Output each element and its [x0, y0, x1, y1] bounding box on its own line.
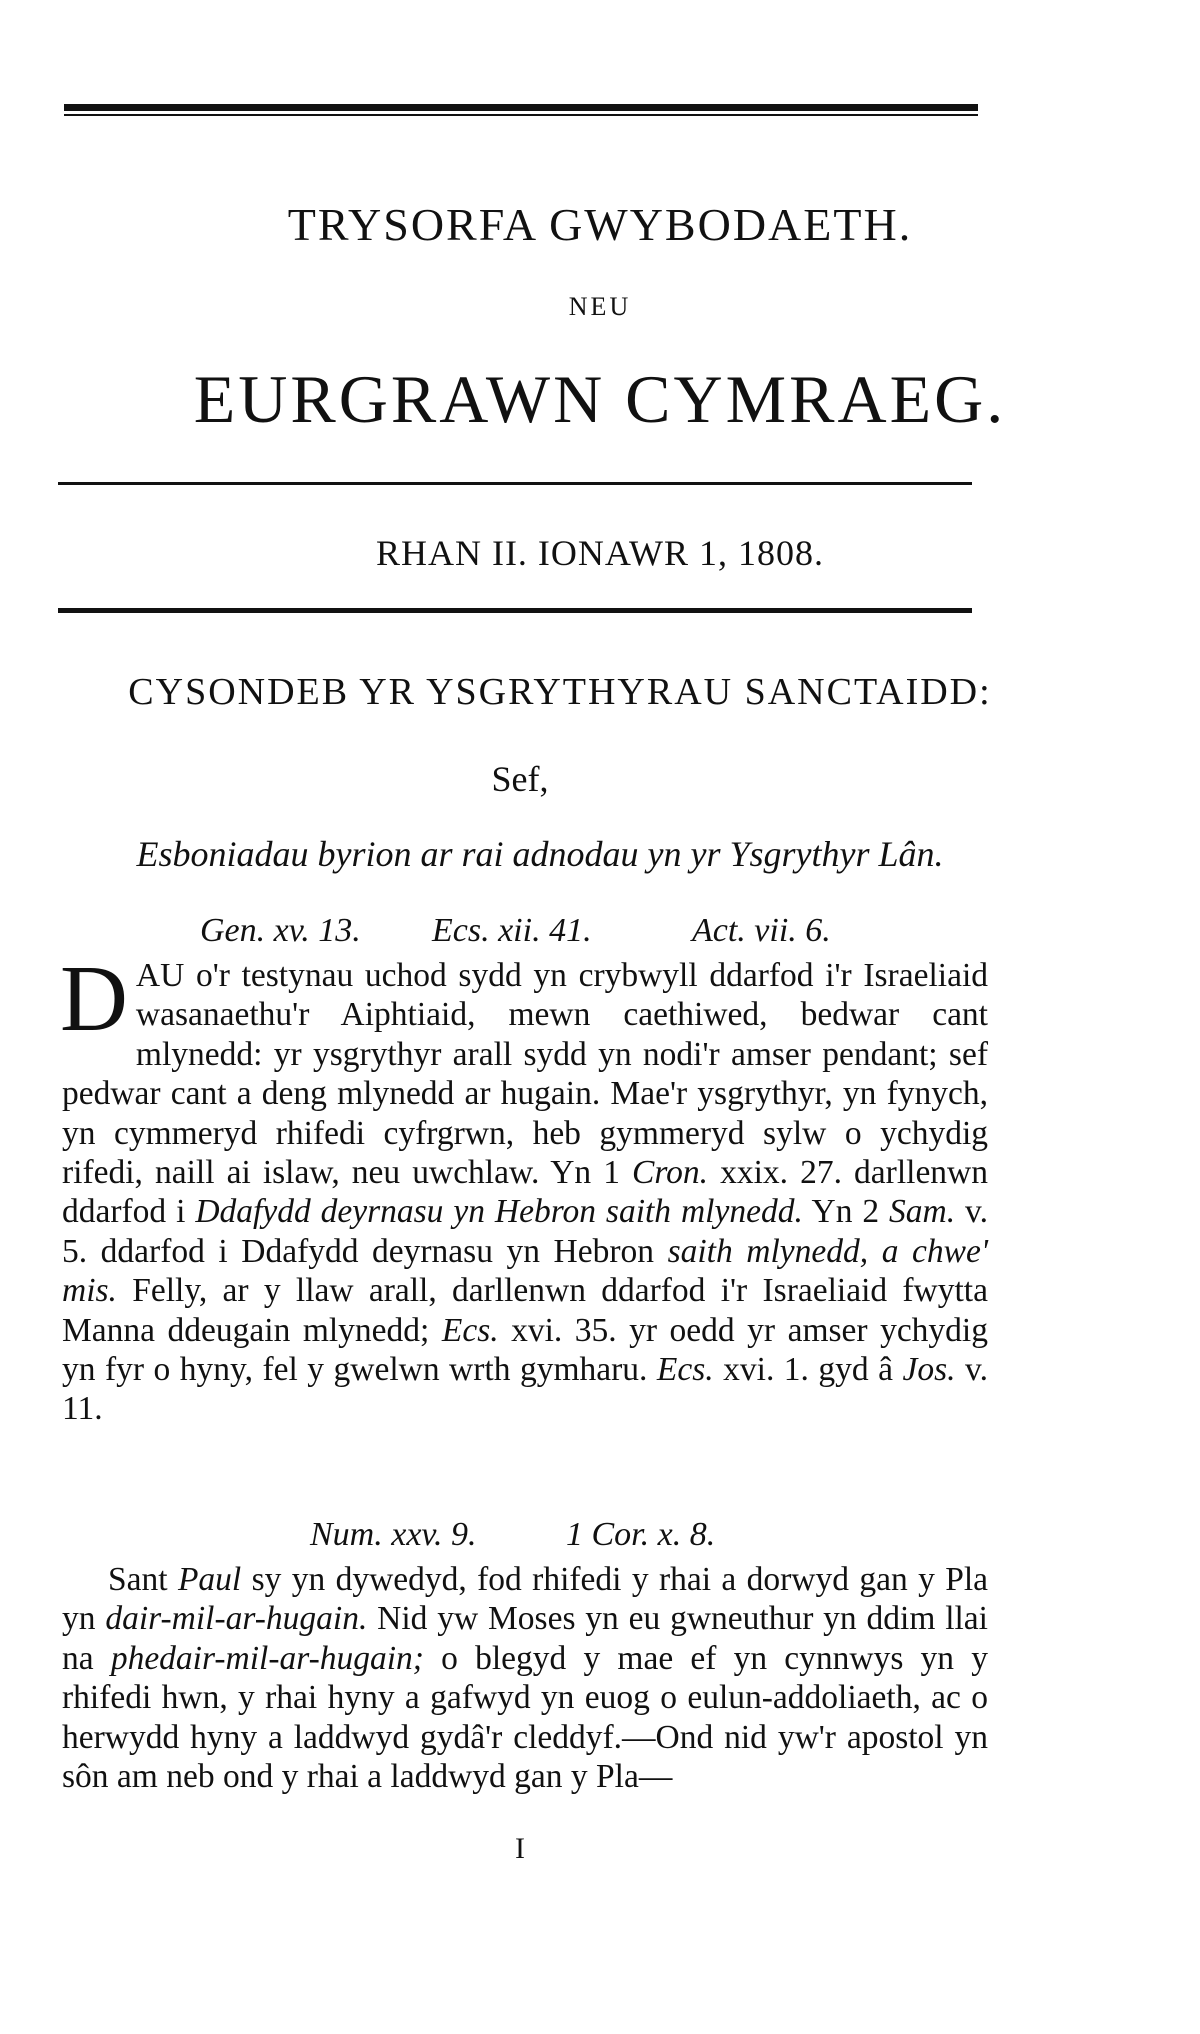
issue-line: RHAN II. IONAWR 1, 1808. — [375, 533, 825, 573]
top-rule-under — [64, 114, 978, 116]
title-conjunction: NEU — [568, 292, 632, 321]
article-heading: CYSONDEB YR YSGRYTHYRAU SANCTAIDD: — [128, 671, 992, 713]
journal-title: TRYSORFA GWYBODAETH. — [287, 199, 913, 250]
rule-below-issue — [58, 608, 972, 613]
article-sef: Sef, — [491, 759, 549, 799]
ref-cor: 1 Cor. x. 8. — [566, 1516, 716, 1553]
ref-gen: Gen. xv. 13. — [200, 912, 361, 949]
rule-above-issue — [58, 482, 972, 485]
paragraph-1: DAU o'r testynau uchod sydd yn crybwyll ddarfod i'r Israeliaid wasanaethu'r Aiphtiaid, mewn caethiwed, bedwar cant mlynedd: yr ysgrythyr arall sydd yn nodi'r amser pendant; sef pedwar cant a deng mlynedd ar hugain. Mae'r ysgrythyr, yn fynych, yn cymmeryd rhifedi cyfrgrwn, heb gymmeryd sylw o ychydig rifedi, naill ai islaw, neu uwchlaw. Yn 1 Cron. xxix. 27. darllenwn ddarfod i Ddafydd deyrnasu yn Hebron saith mlynedd. Yn 2 Sam. v. 5. ddarfod i Ddafydd deyrnasu yn Hebron saith mlynedd, a chwe' mis. Felly, ar y llaw arall, darllenwn ddarfod i'r Israeliaid fwytta Manna ddeugain mlynedd; Ecs. xvi. 35. yr oedd yr amser ychydig yn fyr o hyny, fel y gwelwn wrth gymharu. Ecs. xvi. 1. gyd â Jos. v. 11. — [60, 947, 989, 1428]
article-subheading: Esboniadau byrion ar rai adnodau yn yr Ysgrythyr Lân. — [136, 834, 944, 874]
ref-num: Num. xxv. 9. — [310, 1516, 477, 1553]
signature-mark: I — [515, 1832, 525, 1865]
ref-ecs: Ecs. xii. 41. — [432, 912, 592, 949]
journal-subtitle: EURGRAWN CYMRAEG. — [193, 361, 1007, 437]
drop-cap: D — [60, 947, 128, 1051]
ref-act: Act. vii. 6. — [692, 912, 831, 949]
paragraph-2: Sant Paul sy yn dywedyd, fod rhifedi y rhai a dorwyd gan y Pla yn dair-mil-ar-hugain. Nid yw Moses yn eu gwneuthur yn ddim llai na phedair-mil-ar-hugain; o blegyd y mae ef yn cynnwys yn y rhifedi hwn, y rhai hyny a gafwyd yn euog o eulun-addoliaeth, ac o herwydd hyny a laddwyd gydâ'r cleddyf.—Ond nid yw'r apostol yn sôn am neb ond y rhai a laddwyd gan y Pla— — [62, 1561, 989, 1796]
top-rule — [64, 104, 978, 111]
